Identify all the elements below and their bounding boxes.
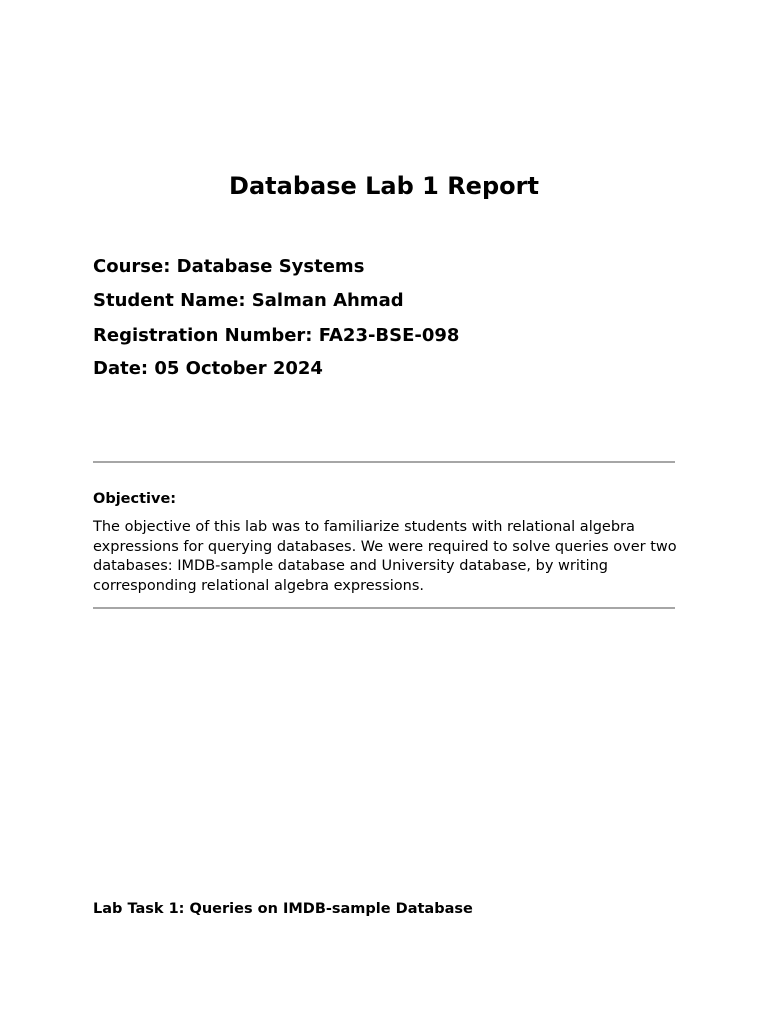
objective-heading: Objective: — [93, 491, 177, 507]
divider-bottom — [93, 607, 675, 609]
document-title: Database Lab 1 Report — [229, 172, 539, 200]
registration-number-line: Registration Number: FA23-BSE-098 — [93, 325, 460, 346]
divider-top — [93, 461, 675, 463]
objective-text: The objective of this lab was to familiarize students with relational algebra expressions for querying databases. We were required to solve queries over two databases: IMDB-sample database and University database, by writing corresponding relational algebra expressions. — [93, 519, 677, 594]
date-line: Date: 05 October 2024 — [93, 358, 323, 379]
student-name-line: Student Name: Salman Ahmad — [93, 290, 404, 311]
lab-task-1-heading: Lab Task 1: Queries on IMDB-sample Database — [93, 901, 473, 917]
course-line: Course: Database Systems — [93, 256, 365, 277]
